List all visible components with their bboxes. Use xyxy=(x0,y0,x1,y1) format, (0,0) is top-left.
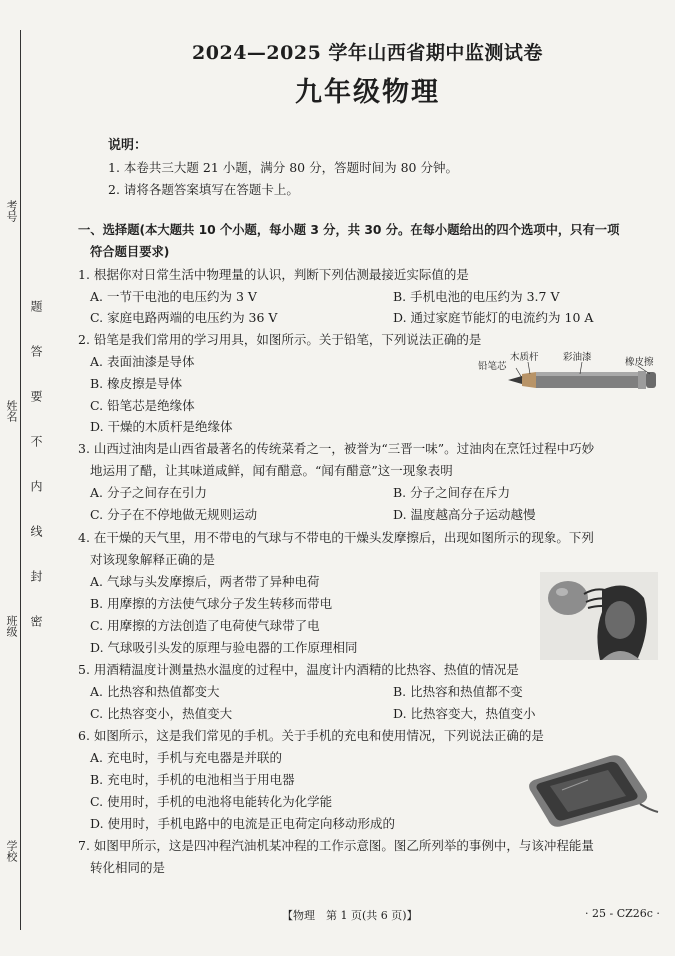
figure-label-eraser: 橡皮擦 xyxy=(625,357,654,368)
page-number: 【物理 第 1 页(共 6 页)】 xyxy=(282,909,418,922)
instruction-item: 2. 请将各题答案填写在答题卡上。 xyxy=(108,182,299,197)
figure-label-wood: 木质杆 xyxy=(510,352,539,363)
option-a: A. 气球与头发摩擦后，两者带了异种电荷 xyxy=(90,574,320,589)
option-a: A. 表面油漆是导体 xyxy=(90,354,195,369)
seal-char: 内 xyxy=(29,480,43,492)
field-exam-number: 考号 xyxy=(5,200,18,222)
question-stem: 3. 山西过油肉是山西省最著名的传统菜肴之一，被誉为“三晋一味”。过油肉在烹饪过程中巧妙 xyxy=(78,441,595,456)
question-stem: 5. 用酒精温度计测量热水温度的过程中，温度计内酒精的比热容、热值的情况是 xyxy=(78,662,519,677)
seal-char: 答 xyxy=(29,345,43,357)
question-stem-cont: 转化相同的是 xyxy=(90,860,166,875)
option-c: C. 铅笔芯是绝缘体 xyxy=(90,398,195,413)
option-b: B. 用摩擦的方法使气球分子发生转移而带电 xyxy=(90,596,333,611)
seal-char: 要 xyxy=(29,390,43,402)
figure-label-lead: 铅笔芯 xyxy=(478,361,507,372)
question-stem: 7. 如图甲所示，这是四冲程汽油机某冲程的工作示意图。图乙所列举的事例中，与该冲程能量 xyxy=(78,838,594,853)
option-d: D. 通过家庭节能灯的电流约为 10 A xyxy=(393,310,594,325)
instructions-heading: 说明： xyxy=(108,138,148,153)
option-c: C. 分子在不停地做无规则运动 xyxy=(90,507,258,522)
seal-char: 密 xyxy=(29,615,43,627)
instruction-item: 1. 本卷共三大题 21 小题，满分 80 分，答题时间为 80 分钟。 xyxy=(108,160,458,175)
option-b: B. 比热容和热值都不变 xyxy=(393,684,523,699)
exam-subject: 九年级物理 xyxy=(295,77,440,108)
seal-char: 题 xyxy=(29,300,43,312)
binding-line xyxy=(20,30,21,930)
option-c: C. 比热容变小，热值变大 xyxy=(90,706,233,721)
question-stem-cont: 地运用了醋，让其味道咸鲜，闻有醋意。“闻有醋意”这一现象表明 xyxy=(90,463,453,478)
option-a: A. 比热容和热值都变大 xyxy=(90,684,220,699)
option-d: D. 干燥的木质杆是绝缘体 xyxy=(90,419,233,434)
seal-char: 不 xyxy=(29,435,43,447)
phone-figure xyxy=(522,750,662,830)
option-b: B. 橡皮擦是导体 xyxy=(90,376,183,391)
seal-char: 线 xyxy=(29,525,43,537)
pencil-figure xyxy=(470,356,670,396)
field-class: 班级 xyxy=(5,615,18,637)
binding-margin xyxy=(0,0,60,956)
option-b: B. 分子之间存在斥力 xyxy=(393,485,511,500)
option-d: D. 气球吸引头发的原理与验电器的工作原理相同 xyxy=(90,640,358,655)
question-stem: 6. 如图所示，这是我们常见的手机。关于手机的充电和使用情况，下列说法正确的是 xyxy=(78,728,544,743)
section-heading: 一、选择题(本大题共 10 个小题，每小题 3 分，共 30 分。在每小题给出的四个选项中，只有一项 xyxy=(78,223,620,237)
option-b: B. 充电时，手机的电池相当于用电器 xyxy=(90,772,295,787)
option-c: C. 使用时，手机的电池将电能转化为化学能 xyxy=(90,794,333,809)
option-a: A. 分子之间存在引力 xyxy=(90,485,207,500)
question-stem: 1. 根据你对日常生活中物理量的认识，判断下列估测最接近实际值的是 xyxy=(78,267,469,282)
option-d: D. 温度越高分子运动越慢 xyxy=(393,507,536,522)
field-school: 学校 xyxy=(5,840,18,862)
exam-code: · 25 - CZ26c · xyxy=(585,907,660,920)
field-name: 姓名 xyxy=(5,400,18,422)
figure-label-paint: 彩油漆 xyxy=(563,352,592,363)
question-stem: 4. 在干燥的天气里，用不带电的气球与不带电的干燥头发摩擦后，出现如图所示的现象。下列 xyxy=(78,530,594,545)
seal-char: 封 xyxy=(29,570,43,582)
question-stem: 2. 铅笔是我们常用的学习用具，如图所示。关于铅笔，下列说法正确的是 xyxy=(78,332,482,347)
option-b: B. 手机电池的电压约为 3.7 V xyxy=(393,289,560,304)
section-heading-cont: 符合题目要求) xyxy=(90,245,170,259)
option-c: C. 用摩擦的方法创造了电荷使气球带了电 xyxy=(90,618,320,633)
option-d: D. 使用时，手机电路中的电流是正电荷定向移动形成的 xyxy=(90,816,396,831)
balloon-hair-photo xyxy=(540,572,658,660)
option-d: D. 比热容变大，热值变小 xyxy=(393,706,536,721)
option-c: C. 家庭电路两端的电压约为 36 V xyxy=(90,310,278,325)
option-a: A. 充电时，手机与充电器是并联的 xyxy=(90,750,282,765)
option-a: A. 一节干电池的电压约为 3 V xyxy=(90,289,257,304)
question-stem-cont: 对该现象解释正确的是 xyxy=(90,552,216,567)
exam-title: 2024—2025 学年山西省期中监测试卷 xyxy=(192,42,543,64)
